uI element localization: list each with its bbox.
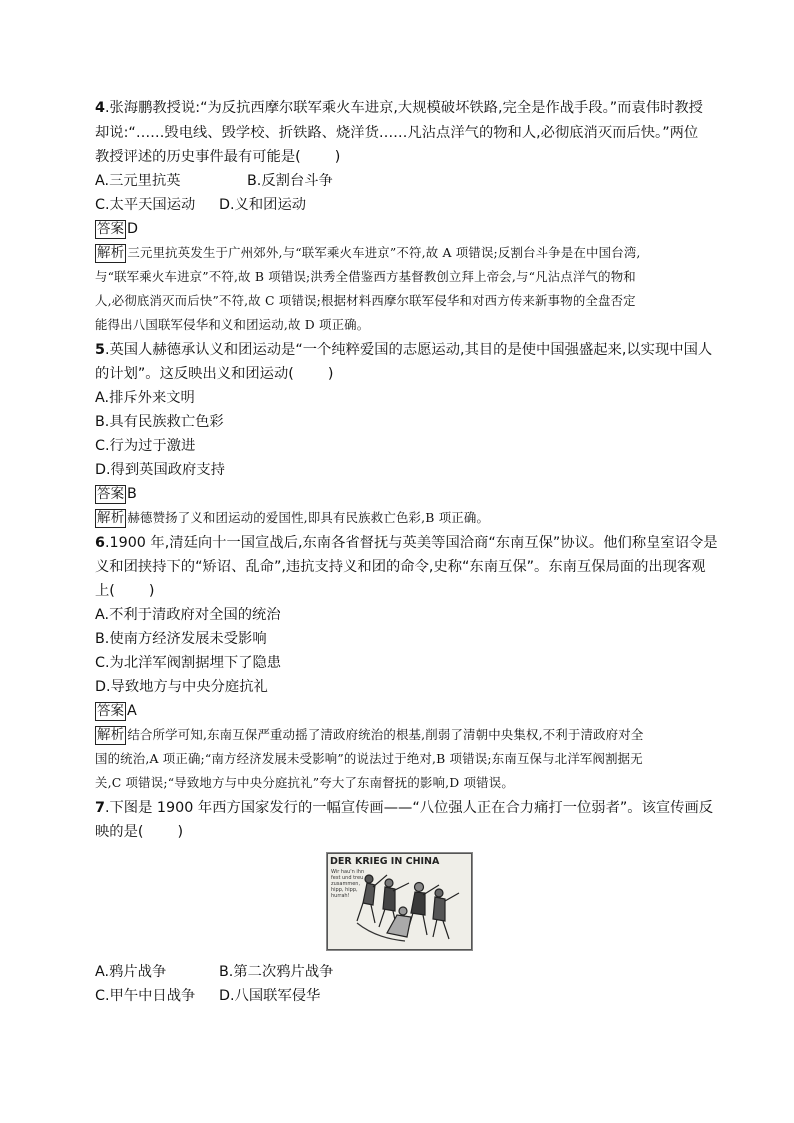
q7-line-1 [95, 798, 713, 818]
q4-explanation-2 [95, 267, 636, 287]
q5-explanation-1 [95, 508, 489, 528]
q6-option-d: D.导致地方与中央分庭抗礼 [95, 679, 268, 695]
q5-stem-1: .英国人赫德承认义和团运动是“一个纯粹爱国的志愿运动,其目的是使中国强盛起来,以实现中国人 [104, 342, 713, 358]
explanation-tag: 解析 [97, 510, 125, 526]
q4-paren-close: ) [334, 149, 341, 165]
q7-line-2 [95, 822, 183, 842]
q4-explanation-1 [95, 243, 641, 263]
q4-stem-3: 教授评述的历史事件最有可能是( [95, 149, 301, 165]
q7-options-row-2 [95, 986, 320, 1006]
q6-option-b: B.使南方经济发展未受影响 [95, 631, 267, 647]
q6-number: 6 [95, 535, 105, 551]
q5-explanation-text-1: 赫德赞扬了义和团运动的爱国性,即具有民族救亡色彩,B 项正确。 [127, 510, 490, 525]
figure-title: DER KRIEG IN CHINA [330, 856, 440, 867]
q4-option-d: D.义和团运动 [219, 197, 307, 213]
q7-stem-1: .下图是 1900 年西方国家发行的一幅宣传画——“八位强人正在合力痛打一位弱者”。该宣传画反 [104, 800, 714, 816]
q4-explanation-text-2: 与“联军乘火车进京”不符,故 B 项错误;洪秀全借鉴西方基督教创立拜上帝会,与“凡沾点洋气的物和 [95, 269, 636, 284]
q5-line-1 [95, 340, 712, 360]
cartoon-illustration [327, 853, 472, 950]
q4-line-1 [95, 98, 703, 118]
q6-answer [95, 701, 137, 721]
svg-text:hurrah!: hurrah! [331, 893, 350, 899]
q4-explanation-text-4: 能得出八国联军侵华和义和团运动,故 D 项正确。 [95, 317, 370, 332]
q4-line-2 [95, 123, 698, 143]
q7-option-b: B.第二次鸦片战争 [219, 964, 334, 980]
q6-stem-2: 义和团挟持下的“矫诏、乱命”,违抗支持义和团的命令,史称“东南互保”。东南互保局面的出现客观 [95, 559, 706, 575]
svg-text:hipp, hipp,: hipp, hipp, [331, 887, 358, 893]
q4-stem-1: .张海鹏教授说:“为反抗西摩尔联军乘火车进京,大规模破坏铁路,完全是作战手段。”而袁伟时教授 [104, 100, 703, 116]
q4-option-b: B.反割台斗争 [247, 173, 333, 189]
q7-paren-close: ) [177, 824, 184, 840]
answer-tag: 答案 [97, 221, 124, 237]
q5-paren-close: ) [327, 366, 334, 382]
q6-explanation-3 [95, 773, 514, 793]
explanation-tag: 解析 [97, 245, 125, 261]
q7-option-a: A.鸦片战争 [95, 964, 167, 980]
q6-line-3 [95, 581, 154, 601]
q5-option-a: A.排斥外来文明 [95, 390, 195, 406]
q4-explanation-3 [95, 291, 636, 311]
q5-answer-value: B [127, 486, 137, 502]
q6-explanation-text-1: 结合所学可知,东南互保严重动摇了清政府统治的根基,削弱了清朝中央集权,不利于清政府对全 [127, 727, 644, 742]
q6-option-c: C.为北洋军阀割据埋下了隐患 [95, 655, 282, 671]
explanation-tag: 解析 [97, 727, 125, 743]
q5-option-c: C.行为过于激进 [95, 438, 196, 454]
q5-option-b: B.具有民族救亡色彩 [95, 414, 224, 430]
q6-explanation-text-3: 关,C 项错误;“导致地方与中央分庭抗礼”夸大了东南督抚的影响,D 项错误。 [95, 775, 514, 790]
q7-options-row-1 [95, 962, 333, 982]
q6-line-1 [95, 533, 718, 553]
q5-number: 5 [95, 342, 105, 358]
q4-line-3 [95, 147, 340, 167]
q4-explanation-4 [95, 315, 369, 335]
q7-stem-2: 映的是( [95, 824, 144, 840]
answer-tag: 答案 [97, 486, 124, 502]
q7-option-d: D.八国联军侵华 [219, 988, 321, 1004]
q5-line-2 [95, 364, 333, 384]
q4-options-row-2 [95, 195, 306, 215]
q4-option-a: A.三元里抗英 [95, 173, 181, 189]
q6-explanation-2 [95, 749, 643, 769]
q4-explanation-text-3: 人,必彻底消灭而后快”不符,故 C 项错误;根据材料西摩尔联军侵华和对西方传来新事物的全盘否定 [95, 293, 636, 308]
q5-stem-2: 的计划”。这反映出义和团运动( [95, 366, 294, 382]
q4-options-row-1 [95, 171, 333, 191]
q7-option-c: C.甲午中日战争 [95, 988, 196, 1004]
q5-answer [95, 484, 137, 504]
svg-text:zusammen,: zusammen, [331, 881, 361, 887]
answer-tag: 答案 [97, 703, 124, 719]
q6-explanation-text-2: 国的统治,A 项正确;“南方经济发展未受影响”的说法过于绝对,B 项错误;东南互保与北洋军阀割据无 [95, 751, 643, 766]
q4-answer-value: D [127, 221, 139, 237]
svg-text:Wir hau'n ihn: Wir hau'n ihn [331, 869, 365, 875]
q6-paren-close: ) [148, 583, 155, 599]
q4-stem-2: 却说:“……毁电线、毁学校、折铁路、烧洋货……凡沾点洋气的物和人,必彻底消灭而后快。”两位 [95, 125, 699, 141]
q6-answer-value: A [127, 703, 137, 719]
q5-option-d: D.得到英国政府支持 [95, 462, 225, 478]
q6-explanation-1 [95, 725, 643, 745]
q6-stem-1: .1900 年,清廷向十一国宣战后,东南各省督抚与英美等国洽商“东南互保”协议。他们称皇室诏令是 [104, 535, 718, 551]
svg-text:fest und treu: fest und treu [331, 875, 364, 881]
q4-explanation-text-1: 三元里抗英发生于广州郊外,与“联军乘火车进京”不符,故 A 项错误;反割台斗争是在中国台湾, [127, 245, 641, 260]
q4-option-c: C.太平天国运动 [95, 197, 196, 213]
q4-number: 4 [95, 100, 105, 116]
q4-answer [95, 219, 138, 239]
q6-line-2 [95, 557, 706, 577]
q6-option-a: A.不利于清政府对全国的统治 [95, 607, 281, 623]
propaganda-cartoon-image [326, 852, 473, 951]
q6-stem-3: 上( [95, 583, 115, 599]
q7-number: 7 [95, 800, 105, 816]
